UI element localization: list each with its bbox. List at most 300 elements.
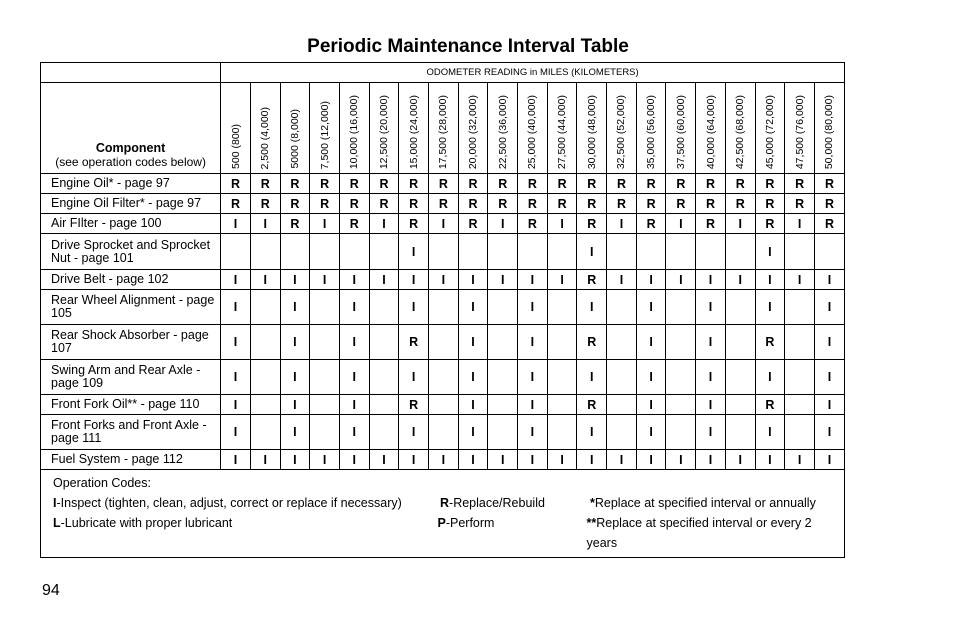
operation-code-cell: R [577,174,607,194]
operation-code-cell: R [250,174,280,194]
operation-code-cell: R [428,194,458,214]
component-header-title: Component [95,141,166,155]
operation-code-cell [547,415,577,450]
component-name: Swing Arm and Rear Axle - page 109 [41,360,221,395]
operation-code-cell: I [814,450,844,470]
operation-code-cell [785,415,815,450]
operation-code-cell: I [785,214,815,234]
operation-code-cell: I [399,234,429,270]
component-name: Engine Oil* - page 97 [41,174,221,194]
operation-code-cell: I [280,325,310,360]
operation-code-cell: R [636,194,666,214]
operation-code-cell: I [310,214,340,234]
operation-code-cell: I [221,360,251,395]
operation-code-cell [310,234,340,270]
mileage-label: 45,000 (72,000) [763,94,776,169]
mileage-label: 5000 (8,000) [288,109,301,169]
mileage-header [250,83,280,174]
operation-code-cell: I [547,270,577,290]
operation-code-cell: I [488,270,518,290]
operation-code-cell [369,360,399,395]
operation-code-cell: R [785,174,815,194]
operation-code-cell: I [696,270,726,290]
operation-code-cell [547,395,577,415]
operation-code-cell [785,395,815,415]
table-row [41,415,845,450]
operation-code-cell: R [458,174,488,194]
operation-code-cell [607,395,637,415]
operation-code-cell [310,395,340,415]
operation-code-cell: I [814,325,844,360]
operation-code-cell: R [458,194,488,214]
operation-code-cell: I [577,234,607,270]
operation-code-cell: I [221,270,251,290]
operation-code-cell: I [458,270,488,290]
operation-code-cell: I [339,325,369,360]
operation-code-cell: R [428,174,458,194]
operation-code-cell [666,290,696,325]
mileage-header [280,83,310,174]
operation-code-cell: R [369,174,399,194]
operation-code-cell: I [725,214,755,234]
operation-code-cell: I [339,415,369,450]
mileage-header [607,83,637,174]
operation-code-cell [666,360,696,395]
operation-code-cell [666,325,696,360]
operation-code-cell: R [339,194,369,214]
component-name: Front Forks and Front Axle - page 111 [41,415,221,450]
mileage-header [339,83,369,174]
operation-code-cell: I [399,270,429,290]
mileage-label: 10,000 (16,000) [348,94,361,169]
component-header-subtitle: (see operation codes below) [55,155,206,169]
operation-code-cell [310,325,340,360]
operation-code-cell: I [458,395,488,415]
operation-code-cell: I [518,415,548,450]
operation-code-cell [725,234,755,270]
operation-code-cell: R [250,194,280,214]
operation-code-cell: I [428,270,458,290]
operation-code-cell [428,415,458,450]
operation-code-cell [310,360,340,395]
operation-code-cell [666,234,696,270]
operation-code-cell [428,325,458,360]
mileage-header [369,83,399,174]
operation-code-cell: I [280,395,310,415]
operation-code-cell [666,415,696,450]
operation-code-cell: I [280,290,310,325]
operation-code-cell [428,290,458,325]
operation-code-cell: R [547,174,577,194]
operation-code-cell: I [518,450,548,470]
maintenance-table [40,62,845,558]
operation-code-cell: I [339,450,369,470]
legend-replace: R-Replace/Rebuild [440,496,545,510]
operation-code-cell: R [577,194,607,214]
table-row [41,194,845,214]
operation-code-cell: I [814,290,844,325]
table-row [41,234,845,270]
operation-code-cell: I [221,290,251,325]
operation-code-cell [607,360,637,395]
table-row [41,395,845,415]
operation-code-cell: I [785,270,815,290]
operation-code-cell: R [399,325,429,360]
operation-code-cell: R [814,174,844,194]
operation-code-cell [607,325,637,360]
mileage-label: 30,000 (48,000) [585,94,598,169]
operation-code-cell: I [518,325,548,360]
operation-code-cell [369,415,399,450]
operation-code-cell: I [636,290,666,325]
operation-code-cell: I [755,360,785,395]
operation-code-cell: I [636,415,666,450]
operation-code-cell: I [785,450,815,470]
operation-code-cell: R [755,395,785,415]
operation-code-cell [458,234,488,270]
table-row [41,174,845,194]
operation-code-cell: I [725,450,755,470]
operation-code-cell: R [696,214,726,234]
operation-code-cell: R [518,174,548,194]
operation-code-cell: R [755,194,785,214]
mileage-label: 40,000 (64,000) [704,94,717,169]
mileage-label: 37,500 (60,000) [674,94,687,169]
operation-code-cell [310,415,340,450]
mileage-label: 500 (800) [229,124,242,169]
operation-code-cell: R [339,174,369,194]
operation-code-cell [310,290,340,325]
operation-code-cell: R [577,214,607,234]
operation-code-cell: I [399,415,429,450]
operation-code-cell: I [696,415,726,450]
operation-code-cell: I [696,450,726,470]
operation-code-cell: I [725,270,755,290]
operation-code-cell [369,395,399,415]
operation-code-cell: R [488,174,518,194]
operation-code-cell: I [814,360,844,395]
mileage-label: 32,500 (52,000) [615,94,628,169]
component-header [41,83,221,174]
operation-code-cell: I [577,415,607,450]
operation-code-cell: I [458,290,488,325]
operation-code-cell [547,360,577,395]
operation-code-cell [725,290,755,325]
page-title: Periodic Maintenance Interval Table [307,36,629,57]
operation-code-cell [488,290,518,325]
operation-code-cell: R [785,194,815,214]
mileage-header [577,83,607,174]
operation-code-cell: I [428,214,458,234]
operation-code-cell [488,234,518,270]
operation-code-cell: I [280,415,310,450]
mileage-label: 35,000 (56,000) [645,94,658,169]
operation-code-cell: R [399,395,429,415]
operation-code-cell: I [814,415,844,450]
operation-code-cell: I [666,214,696,234]
operation-code-cell: R [607,174,637,194]
mileage-header [488,83,518,174]
operation-code-cell: I [280,450,310,470]
mileage-header [399,83,429,174]
operation-code-cell: I [339,290,369,325]
operation-code-cell [369,234,399,270]
operation-code-cell: I [666,270,696,290]
operation-code-cell: R [221,174,251,194]
operation-code-cell: I [518,270,548,290]
mileage-header [221,83,251,174]
operation-code-cell: I [814,395,844,415]
mileage-label: 50,000 (80,000) [823,94,836,169]
mileage-header [696,83,726,174]
odometer-header: ODOMETER READING in MILES (KILOMETERS) [221,63,845,83]
operation-code-cell [339,234,369,270]
legend-lubricate: L-Lubricate with proper lubricant [53,516,233,530]
operation-code-cell [488,395,518,415]
operation-code-cell: I [221,450,251,470]
operation-code-cell: R [725,174,755,194]
operation-code-cell: I [518,395,548,415]
operation-code-cell: R [518,214,548,234]
operation-code-cell: I [607,214,637,234]
operation-code-cell: I [221,395,251,415]
mileage-label: 42,500 (68,000) [734,94,747,169]
operation-code-cell: R [458,214,488,234]
operation-code-cell: I [458,360,488,395]
operation-code-cell [488,360,518,395]
operation-code-cell: I [636,270,666,290]
operation-code-cell [725,325,755,360]
operation-code-cell: I [428,450,458,470]
mileage-header [755,83,785,174]
operation-code-cell: I [636,325,666,360]
mileage-header [310,83,340,174]
operation-code-cell: R [399,194,429,214]
operation-codes-legend [41,470,845,558]
operation-code-cell [607,234,637,270]
operation-code-cell: R [280,174,310,194]
mileage-label: 22,500 (36,000) [496,94,509,169]
operation-code-cell: I [399,450,429,470]
operation-code-cell [250,290,280,325]
operation-code-cell: R [636,214,666,234]
mileage-label: 2,500 (4,000) [259,106,272,169]
component-name: Front Fork Oil** - page 110 [41,395,221,415]
operation-code-cell: I [221,325,251,360]
operation-code-cell [547,234,577,270]
mileage-header [725,83,755,174]
operation-code-cell: R [814,214,844,234]
operation-code-cell: I [458,415,488,450]
operation-code-cell: I [310,450,340,470]
table-row [41,214,845,234]
operation-code-cell: R [310,194,340,214]
operation-code-cell: I [518,290,548,325]
operation-code-cell: R [577,395,607,415]
operation-code-cell: I [458,325,488,360]
operation-code-cell [250,415,280,450]
component-name: Fuel System - page 112 [41,450,221,470]
operation-code-cell: R [755,325,785,360]
operation-code-cell [696,234,726,270]
mileage-header [428,83,458,174]
legend-annual: *Replace at specified interval or annually [590,496,816,510]
operation-code-cell [785,360,815,395]
legend-inspect: I-Inspect (tighten, clean, adjust, correct or replace if necessary) [53,496,402,510]
operation-code-cell: R [725,194,755,214]
operation-code-cell [488,325,518,360]
operation-code-cell: I [399,360,429,395]
table-row [41,270,845,290]
operation-code-cell: I [518,360,548,395]
mileage-label: 7,500 (12,000) [318,100,331,169]
operation-code-cell: I [547,214,577,234]
table-row [41,290,845,325]
operation-code-cell: I [696,395,726,415]
operation-code-cell: I [399,290,429,325]
operation-code-cell [428,360,458,395]
legend-heading: Operation Codes: [53,476,151,490]
operation-code-cell: R [399,174,429,194]
operation-code-cell [725,395,755,415]
operation-code-cell: R [547,194,577,214]
operation-code-cell [518,234,548,270]
blank-corner-cell [41,63,221,83]
operation-code-cell: I [696,325,726,360]
operation-code-cell: I [310,270,340,290]
operation-code-cell: I [280,270,310,290]
operation-code-cell [607,415,637,450]
operation-code-cell: R [280,214,310,234]
operation-code-cell: I [696,360,726,395]
mileage-header [636,83,666,174]
legend-perform: P-Perform [437,516,495,530]
component-name: Air FIlter - page 100 [41,214,221,234]
operation-code-cell: R [577,325,607,360]
mileage-label: 15,000 (24,000) [407,94,420,169]
mileage-header [518,83,548,174]
mileage-header [547,83,577,174]
operation-code-cell: R [488,194,518,214]
page-number: 94 [42,582,60,599]
operation-code-cell: I [280,360,310,395]
operation-code-cell: R [636,174,666,194]
operation-code-cell [221,234,251,270]
operation-code-cell: I [636,395,666,415]
operation-code-cell [785,290,815,325]
mileage-header [814,83,844,174]
mileage-header [458,83,488,174]
mileage-header [785,83,815,174]
operation-code-cell: I [755,290,785,325]
operation-code-cell: R [755,174,785,194]
operation-code-cell [488,415,518,450]
operation-code-cell: I [339,395,369,415]
operation-code-cell: I [607,450,637,470]
mileage-label: 25,000 (40,000) [526,94,539,169]
operation-code-cell: R [666,174,696,194]
operation-code-cell: R [696,174,726,194]
operation-code-cell: I [339,270,369,290]
operation-code-cell [607,290,637,325]
operation-code-cell: I [458,450,488,470]
operation-code-cell: I [488,450,518,470]
mileage-header [666,83,696,174]
operation-code-cell [280,234,310,270]
operation-code-cell: I [814,270,844,290]
operation-code-cell [547,290,577,325]
operation-code-cell: R [607,194,637,214]
operation-code-cell: I [666,450,696,470]
operation-code-cell: I [577,360,607,395]
operation-code-cell [785,234,815,270]
operation-code-cell [725,415,755,450]
operation-code-cell: I [250,270,280,290]
table-row [41,325,845,360]
operation-code-cell: R [814,194,844,214]
mileage-label: 47,500 (76,000) [793,94,806,169]
operation-code-cell: I [636,360,666,395]
mileage-label: 12,500 (20,000) [377,94,390,169]
operation-code-cell [250,234,280,270]
operation-code-cell: I [250,214,280,234]
operation-code-cell: R [339,214,369,234]
operation-code-cell: I [607,270,637,290]
operation-code-cell: R [696,194,726,214]
operation-code-cell: R [280,194,310,214]
operation-code-cell: R [666,194,696,214]
mileage-label: 27,500 (44,000) [556,94,569,169]
legend-two-years: **Replace at specified interval or every 2 years [586,516,812,550]
operation-code-cell: I [577,450,607,470]
operation-code-cell [666,395,696,415]
mileage-label: 20,000 (32,000) [467,94,480,169]
operation-code-cell: I [369,214,399,234]
operation-code-cell [428,234,458,270]
operation-code-cell [250,360,280,395]
table-row [41,450,845,470]
operation-code-cell: R [369,194,399,214]
operation-code-cell: R [221,194,251,214]
operation-code-cell: I [221,415,251,450]
operation-code-cell: I [488,214,518,234]
table-row [41,360,845,395]
component-name: Rear Wheel Alignment - page 105 [41,290,221,325]
operation-code-cell: I [577,290,607,325]
component-name: Engine Oil Filter* - page 97 [41,194,221,214]
operation-code-cell: I [755,234,785,270]
operation-code-cell: I [696,290,726,325]
component-name: Rear Shock Absorber - page 107 [41,325,221,360]
operation-code-cell: I [369,270,399,290]
operation-code-cell: R [577,270,607,290]
operation-code-cell: I [755,415,785,450]
operation-code-cell: I [755,270,785,290]
operation-code-cell: R [310,174,340,194]
operation-code-cell [814,234,844,270]
operation-code-cell: I [636,450,666,470]
component-name: Drive Sprocket and Sprocket Nut - page 101 [41,234,221,270]
operation-code-cell [636,234,666,270]
operation-code-cell [369,290,399,325]
operation-code-cell: I [221,214,251,234]
operation-code-cell [547,325,577,360]
operation-code-cell [250,395,280,415]
operation-code-cell: I [547,450,577,470]
operation-code-cell [369,325,399,360]
operation-code-cell: R [399,214,429,234]
operation-code-cell: R [518,194,548,214]
